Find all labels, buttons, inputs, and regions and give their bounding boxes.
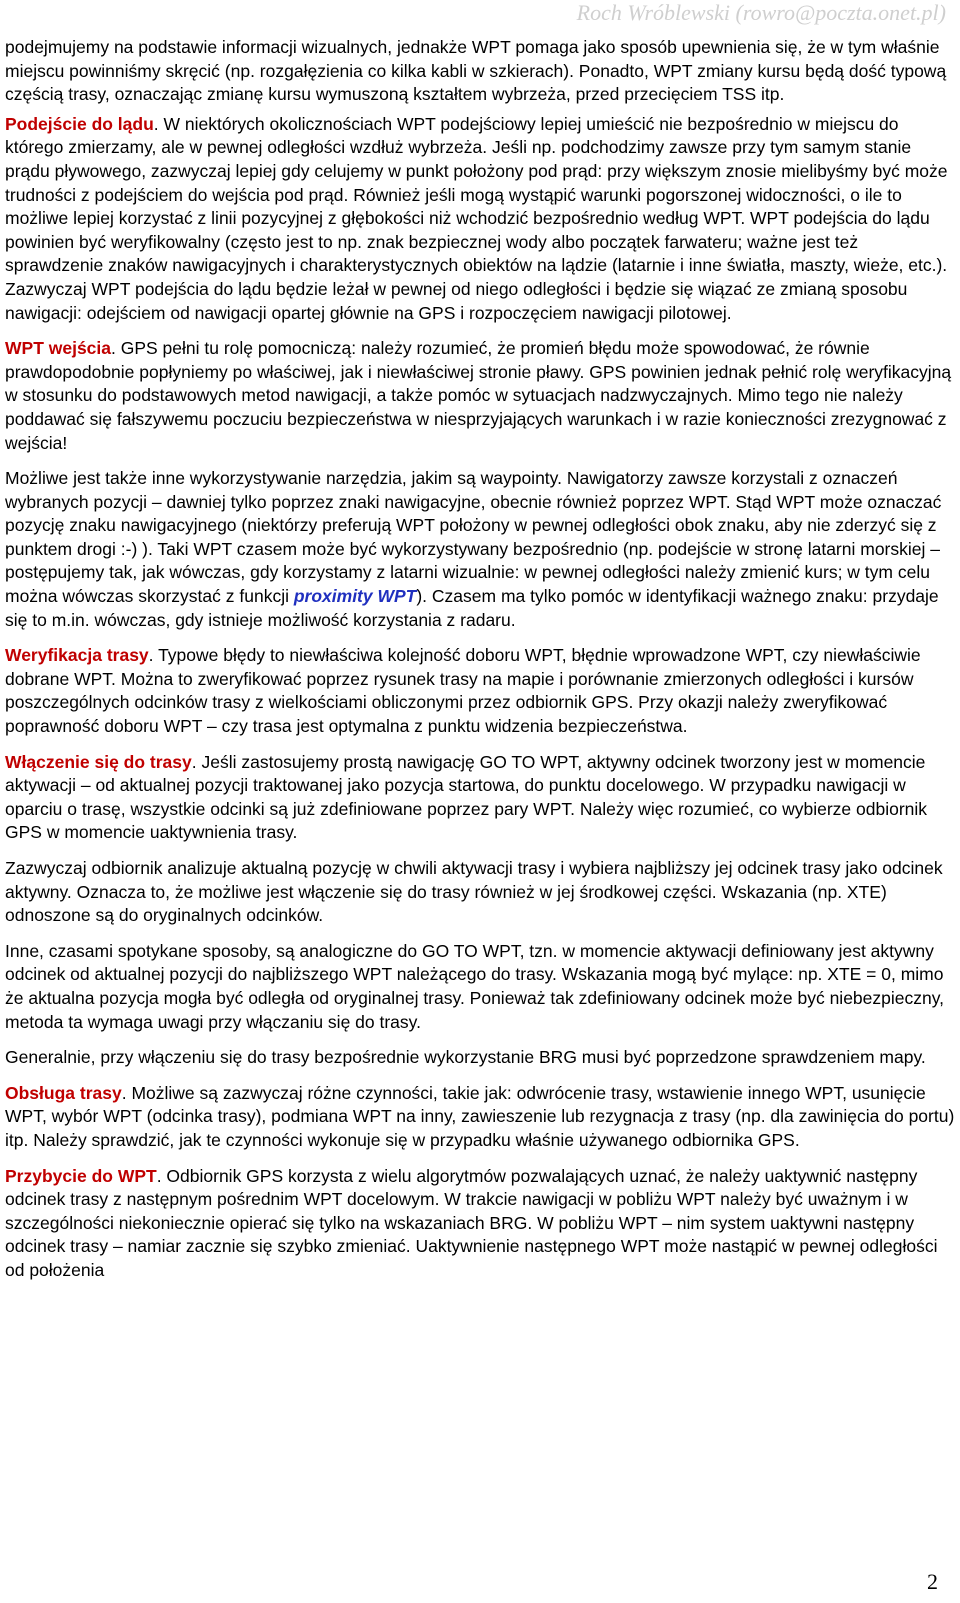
paragraph-waypoints (5, 467, 957, 632)
paragraph-wpt-wejscia (5, 337, 957, 455)
paragraph-text: . Możliwe są zazwyczaj różne czynności, takie jak: odwrócenie trasy, wstawienie innego WPT, usunięcie WPT, wybór WPT (odcinka trasy), podmiana WPT na inny, zawieszenie lub rezygnacja z trasy (np. dla zawinięcia do portu) itp. Należy sprawdzić, jak te czynności wykonuje się w przypadku właśnie używanego odbiornika GPS. (5, 1082, 955, 1150)
page-header-author: Roch Wróblewski (rowro@poczta.onet.pl) (576, 0, 946, 25)
section-heading-obsluga-trasy: Obsługa trasy (5, 1082, 122, 1103)
emphasis-proximity-wpt: proximity WPT (293, 586, 417, 607)
paragraph-text: . Jeśli zastosujemy prostą nawigację GO TO WPT, aktywny odcinek tworzony jest w momencie aktywacji – od aktualnej pozycji traktowanej jako pozycja startowa, do punktu docelowego. W przypadku nawigacji w oparciu o trasę, wszystkie odcinki są już zdefiniowane poprzez pary WPT. Należy więc rozumieć, co wybierze odbiornik GPS w momencie uaktywnienia trasy. (5, 751, 928, 843)
section-heading-weryfikacja-trasy: Weryfikacja trasy (5, 645, 149, 666)
paragraph-text: Możliwe jest także inne wykorzystywanie narzędzia, jakim są waypointy. Nawigatorzy zawsze korzystali z oznaczeń wybranych pozycji – dawniej tylko poprzez znaki nawigacyjne, obecnie również poprzez WPT. Stąd WPT może oznaczać pozycję znaku nawigacyjnego (niektórzy preferują WPT położony w pewnej odległości obok znaku, aby nie zderzyć się z punktem drogi :-) ). Taki WPT czasem może być wykorzystywany bezpośrednio (np. podejście w stronę latarni morskiej – postępujemy tak, jak wówczas, gdy korzystamy z latarni wizualnie: w pewnej odległości należy zmienić kurs; w tym celu można wówczas skorzystać z funkcji (5, 468, 942, 607)
paragraph-text: Zazwyczaj odbiornik analizuje aktualną pozycję w chwili aktywacji trasy i wybiera najbliższy jej odcinek trasy jako odcinek aktywny. Oznacza to, że możliwe jest włączenie się do trasy również w jej środkowej części. Wskazania (np. XTE) odnoszone są do oryginalnych odcinków. (5, 858, 943, 926)
document-body (5, 36, 957, 1295)
paragraph-brg (5, 1046, 957, 1070)
paragraph-obsluga-trasy (5, 1082, 957, 1153)
paragraph-przybycie-do-wpt (5, 1165, 957, 1283)
paragraph-text: Generalnie, przy włączeniu się do trasy bezpośrednie wykorzystanie BRG musi być poprzedzone sprawdzeniem mapy. (5, 1047, 926, 1068)
section-heading-wpt-wejscia: WPT wejścia (5, 338, 112, 359)
paragraph-podejscie-do-ladu (5, 113, 957, 325)
section-heading-podejscie-do-ladu: Podejście do lądu (5, 113, 154, 134)
paragraph-text: ). Czasem ma tylko pomóc w identyfikacji ważnego znaku: przydaje się to m.in. wówczas, gdy istnieje możliwość korzystania z radaru. (5, 586, 939, 630)
paragraph-text: . W niektórych okolicznościach WPT podejściowy lepiej umieścić nie bezpośrednio w miejscu do którego zmierzamy, ale w pewnej odległości wzdłuż wybrzeża. Jeśli np. podchodzimy zawsze przy tym samym stanie prądu pływowego, zazwyczaj lepiej gdy celujemy w punkt położony pod prąd: przy większym znosie mielibyśmy być może trudności z podejściem do wejścia pod prąd. Również jeśli mogą wystąpić warunki pogorszonej widoczności, o ile to możliwe lepiej korzystać z linii pozycyjnej z głębokości niż wchodzić bezpośrednio według WPT. WPT podejścia do lądu powinien być weryfikowalny (często jest to np. znak bezpiecznej wody albo początek farwateru; ważne jest też sprawdzenie znaków nawigacyjnych i charakterystycznych obiektów na lądzie (latarnie i inne światła, maszty, wieże, etc.). Zazwyczaj WPT podejścia do lądu będzie leżał w pewnej od niego odległości i będzie się wiązać ze zmianą sposobu nawigacji: odejściem od nawigacji opartej głównie na GPS i rozpoczęciem nawigacji pilotowej. (5, 113, 948, 323)
paragraph-inne-sposoby (5, 940, 957, 1034)
paragraph-text: . Odbiornik GPS korzysta z wielu algorytmów pozwalających uznać, że należy uaktywnić następny odcinek trasy z następnym pośrednim WPT docelowym. W trakcie nawigacji w pobliżu WPT należy być uważnym i w szczególności niekoniecznie opierać się tylko na wskazaniach BRG. W pobliżu WPT – nim system uaktywni następny odcinek trasy – namiar zacznie się szybko zmieniać. Uaktywnienie następnego WPT może nastąpić w pewnej odległości od położenia (5, 1165, 938, 1280)
section-heading-przybycie-do-wpt: Przybycie do WPT (5, 1165, 157, 1186)
paragraph-weryfikacja-trasy (5, 644, 957, 738)
paragraph-text: . Typowe błędy to niewłaściwa kolejność doboru WPT, błędnie wprowadzone WPT, czy niewłaściwie dobrane WPT. Można to zweryfikować poprzez rysunek trasy na mapie i porównanie zmierzonych odległości i kursów poszczególnych odcinków trasy z wielkościami obliczonymi przez odbiornik GPS. Przy okazji należy zweryfikować poprawność doboru WPT – czy trasa jest optymalna z punktu widzenia bezpieczeństwa. (5, 645, 921, 737)
section-heading-wlaczenie-sie-do-trasy: Włączenie się do trasy (5, 751, 192, 772)
paragraph-wlaczenie-sie-do-trasy (5, 751, 957, 845)
paragraph-aktywny-odcinek (5, 857, 957, 928)
page-number: 2 (927, 1569, 938, 1594)
paragraph-text: podejmujemy na podstawie informacji wizualnych, jednakże WPT pomaga jako sposób upewnienia się, że w tym właśnie miejscu powinniśmy skręcić (np. rozgałęzienia co kilka kabli w szkierach). Ponadto, WPT zmiany kursu będą dość typową częścią trasy, oznaczając zmianę kursu wymuszoną kształtem wybrzeża, przed przecięciem TSS itp. (5, 37, 947, 105)
paragraph-text: . GPS pełni tu rolę pomocniczą: należy rozumieć, że promień błędu może spowodować, że równie prawdopodobnie popłyniemy po właściwej, jak i niewłaściwej stronie pławy. GPS powinien jednak pełnić rolę weryfikacyjną w stosunku do podstawowych metod nawigacji, a także pomóc w sytuacjach nadzwyczajnych. Mimo tego nie należy poddawać się fałszywemu poczuciu bezpieczeństwa w niesprzyjających warunkach i w razie konieczności zrezygnować z wejścia! (5, 338, 952, 453)
paragraph-intro (5, 36, 957, 107)
paragraph-text: Inne, czasami spotykane sposoby, są analogiczne do GO TO WPT, tzn. w momencie aktywacji definiowany jest aktywny odcinek od aktualnej pozycji do najbliższego WPT należącego do trasy. Wskazania mogą być mylące: np. XTE = 0, mimo że aktualna pozycja mogła być odległa od oryginalnej trasy. Ponieważ tak zdefiniowany odcinek może być niebezpieczny, metoda ta wymaga uwagi przy włączaniu się do trasy. (5, 940, 945, 1032)
